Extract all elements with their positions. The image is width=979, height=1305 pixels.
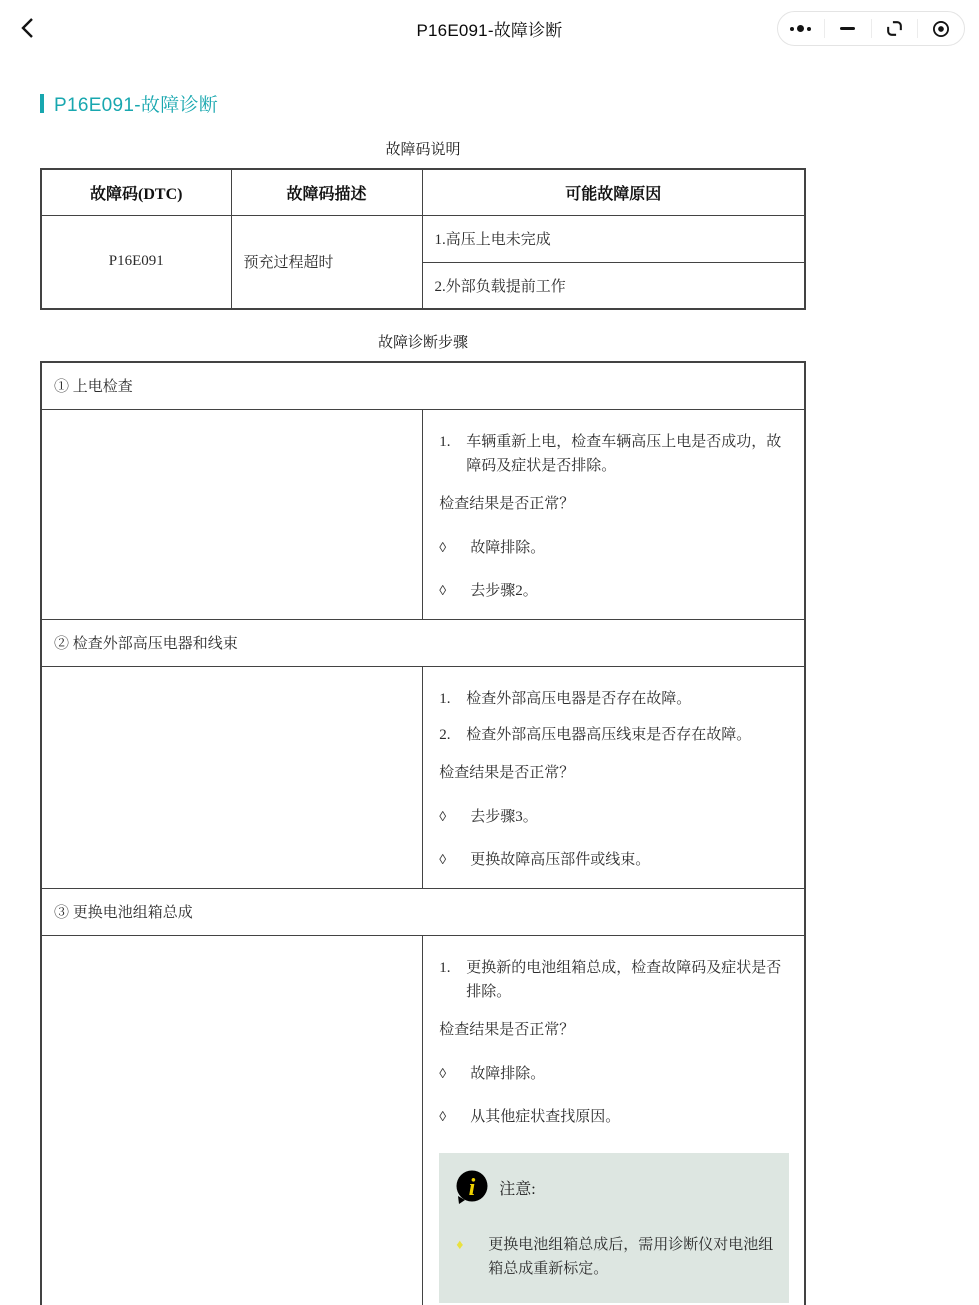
dtc-header-code: 故障码(DTC) — [41, 169, 231, 215]
document-content — [40, 90, 806, 1305]
step-1-left-cell — [41, 409, 423, 619]
numbered-item: 1. 更换新的电池组箱总成，检查故障码及症状是否排除。 — [439, 959, 782, 1000]
step-2-left-cell — [41, 666, 423, 888]
dtc-table — [40, 168, 806, 310]
step-title-row — [41, 619, 805, 666]
page-title: P16E091-故障诊断 — [416, 20, 563, 40]
step-2-title: ② 检查外部高压电器和线束 — [41, 619, 805, 666]
relaunch-icon — [885, 19, 904, 38]
steps-table-caption: 故障诊断步骤 — [377, 335, 468, 351]
yellow-diamond-icon: ♦ — [456, 1237, 464, 1253]
check-question: 检查结果是否正常？ — [439, 1021, 575, 1038]
target-circle-icon — [931, 19, 951, 39]
step-content-row — [41, 409, 805, 619]
step-title-row — [41, 888, 805, 935]
diamond-bullet-icon: ◊ — [439, 540, 447, 556]
step-1-content — [423, 409, 805, 619]
step-content-row — [41, 666, 805, 888]
exit-button[interactable] — [918, 12, 964, 45]
minimize-button[interactable] — [825, 12, 871, 45]
numbered-item: 1. 检查外部高压电器是否存在故障。 — [439, 690, 692, 707]
step-content-row — [41, 935, 805, 1305]
dtc-cause-cell: 1.高压上电未完成 — [422, 215, 805, 262]
relaunch-button[interactable] — [872, 12, 918, 45]
heading-accent-bar — [40, 94, 44, 113]
numbered-item: 2. 检查外部高压电器高压线束是否存在故障。 — [439, 726, 752, 743]
more-button[interactable] — [778, 12, 824, 45]
note-box — [439, 1153, 789, 1303]
result-option: ◊ 去步骤3。 — [439, 806, 789, 829]
window-controls-capsule — [777, 11, 965, 46]
document-heading — [40, 90, 806, 117]
steps-table — [40, 361, 806, 1305]
diamond-bullet-icon: ◊ — [439, 1066, 447, 1082]
result-option: ◊ 从其他症状查找原因。 — [439, 1106, 789, 1129]
result-option: ◊ 去步骤2。 — [439, 580, 789, 603]
result-option: ◊ 故障排除。 — [439, 537, 789, 560]
dtc-row — [41, 215, 805, 262]
navbar — [0, 0, 979, 56]
diamond-bullet-icon: ◊ — [439, 853, 447, 868]
step-3-content — [423, 935, 805, 1305]
note-title: 注意: — [499, 1181, 536, 1198]
dtc-header-desc: 故障码描述 — [231, 169, 422, 215]
diamond-bullet-icon: ◊ — [439, 584, 447, 599]
more-icon — [790, 27, 794, 31]
dtc-cause-cell: 2.外部负载提前工作 — [422, 262, 805, 309]
note-item: ♦ 更换电池组箱总成后，需用诊断仪对电池组箱总成重新标定。 — [454, 1233, 774, 1281]
minimize-icon — [840, 27, 855, 30]
dtc-header-row — [41, 169, 805, 215]
dtc-table-caption: 故障码说明 — [385, 142, 461, 158]
diamond-bullet-icon: ◊ — [439, 809, 447, 825]
step-1-title: ① 上电检查 — [41, 362, 805, 409]
note-header — [454, 1169, 774, 1207]
dtc-desc-cell: 预充过程超时 — [231, 215, 422, 309]
info-icon — [454, 1169, 490, 1207]
result-option: ◊ 更换故障高压部件或线束。 — [439, 849, 789, 872]
numbered-item: 1. 车辆重新上电，检查车辆高压上电是否成功，故障码及症状是否排除。 — [439, 433, 782, 474]
check-question: 检查结果是否正常？ — [439, 495, 575, 512]
dtc-code-cell: P16E091 — [41, 215, 231, 309]
check-question: 检查结果是否正常？ — [439, 764, 575, 781]
step-3-left-cell — [41, 935, 423, 1305]
step-3-title: ③ 更换电池组箱总成 — [41, 888, 805, 935]
result-option: ◊ 故障排除。 — [439, 1063, 789, 1086]
step-title-row — [41, 362, 805, 409]
step-2-content — [423, 666, 805, 888]
dtc-header-cause: 可能故障原因 — [422, 169, 805, 215]
heading-text: P16E091-故障诊断 — [54, 95, 219, 116]
diamond-bullet-icon: ◊ — [439, 1110, 447, 1125]
svg-text:i: i — [468, 1174, 476, 1201]
